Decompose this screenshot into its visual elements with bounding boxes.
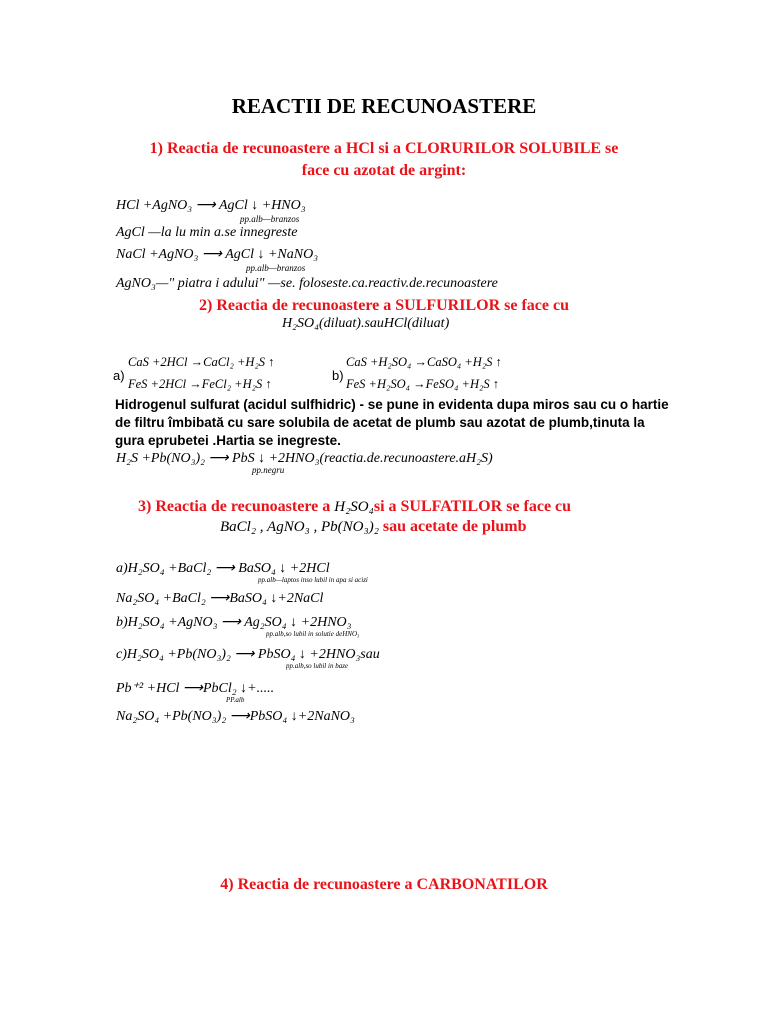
equation-cas-h2so4: CaS +H₂SO₄ →CaSO₄ +H₂S ↑ [346,355,502,369]
section-3-reagents-post: sau acetate de plumb [378,518,527,535]
equation-pb-hcl-note: PP.alb [226,696,245,704]
equation-agno3-reagent: AgNO₃—" piatra i adului" —se. foloseste.ca.reactiv.de.recunoastere [116,276,498,291]
section-3-reagents: BaCl₂ , AgNO₃ , Pb(NO₃)₂ [220,519,379,535]
section-3-heading-pre: 3) Reactia de recunoastere a [138,498,335,515]
section-3-heading-post: si a SULFATILOR se face cu [373,498,572,515]
equation-h2so4-agno3: b)H₂SO₄ +AgNO₃ ⟶ Ag₂SO₄ ↓ +2HNO₃ [116,615,352,630]
equation-h2s-note: pp.negru [252,465,285,475]
equation-nacl-agno3-note: pp.alb—branzos [246,263,306,273]
label-b: b) [332,368,344,383]
section-1-heading [60,138,708,182]
section-3-reagents-line [220,518,526,536]
equation-h2so4-bacl2-note: pp.alb—laptos inso lubil in apa si acizi [258,576,368,584]
equation-cas-hcl: CaS +2HCl →CaCl₂ +H₂S ↑ [128,355,275,369]
section-2-reagent: H₂SO₄(diluat).sauHCl(diluat) [282,316,450,331]
equation-hcl-agno3-note: pp.alb—branzos [240,214,300,224]
equation-nacl-agno3: NaCl +AgNO₃ ⟶ AgCl ↓ +NaNO₃ [116,247,319,262]
equation-h2so4-bacl2: a)H₂SO₄ +BaCl₂ ⟶ BaSO₄ ↓ +2HCl [116,561,330,576]
label-a: a) [113,368,125,383]
section-1-heading-line1: 1) Reactia de recunoastere a HCl si a CLORURILOR SOLUBILE se [149,140,619,157]
equation-fes-hcl: FeS +2HCl →FeCl₂ +H₂S ↑ [128,377,272,391]
equation-pb-hcl: Pb⁺² +HCl ⟶PbCl₂ ↓+..... [116,681,275,696]
h2s-paragraph: Hidrogenul sulfurat (acidul sulfhidric) - se pune in evidenta dupa miros sau cu o hartie de filtru îmbibată cu sare solubila de acetat de plumb sau azotat de plumb,tinuta la gura eprubetei .Hartia se inegreste. [115,397,669,448]
page-title: REACTII DE RECUNOASTERE [231,94,537,118]
section-3-heading-formula: H₂SO₄ [334,499,374,515]
equation-na2so4-bacl2: Na₂SO₄ +BaCl₂ ⟶BaSO₄ ↓+2NaCl [116,591,324,606]
section-2-heading: 2) Reactia de recunoastere a SULFURILOR se face cu [198,297,569,314]
equation-h2so4-pbno3: c)H₂SO₄ +Pb(NO₃)₂ ⟶ PbSO₄ ↓ +2HNO₃sau [116,647,380,662]
equation-h2so4-agno3-note: pp.alb,so lubil in solutie deHNO₃ [266,630,360,638]
section-1-heading-line2: face cu azotat de argint: [301,162,467,179]
equation-hcl-agno3: HCl +AgNO₃ ⟶ AgCl ↓ +HNO₃ [116,198,306,213]
section-4-heading: 4) Reactia de recunoastere a CARBONATILOR [220,876,548,893]
section-3-heading [138,498,571,516]
equation-fes-h2so4: FeS +H₂SO₄ →FeSO₄ +H₂S ↑ [346,377,499,391]
equation-h2s-pbno3: H₂S +Pb(NO₃)₂ ⟶ PbS ↓ +2HNO₃(reactia.de.recunoastere.aH₂S) [116,451,493,466]
equation-agcl-light: AgCl —la lu min a.se innegreste [116,225,298,240]
equation-na2so4-pbno3: Na₂SO₄ +Pb(NO₃)₂ ⟶PbSO₄ ↓+2NaNO₃ [116,709,355,724]
equation-h2so4-pbno3-note: pp.alb,so lubil in baze [286,662,349,670]
